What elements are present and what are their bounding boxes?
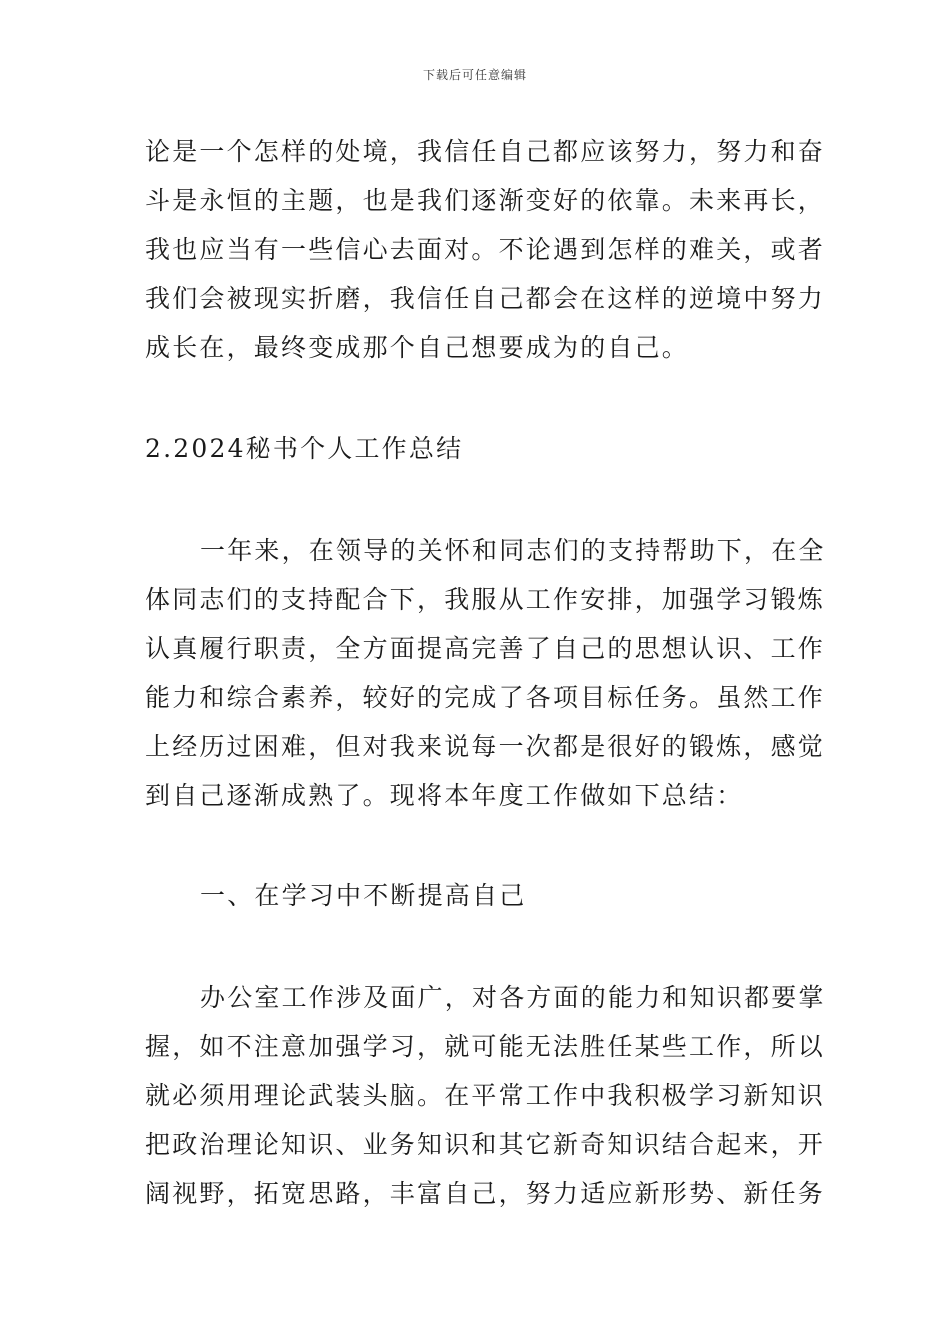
paragraph-line: 一年来，在领导的关怀和同志们的支持帮助下，在全 (200, 536, 826, 565)
paragraph-line: 斗是永恒的主题，也是我们逐渐变好的依靠。未来再长， (145, 186, 826, 215)
paragraph-line: 我们会被现实折磨，我信任自己都会在这样的逆境中努力 (145, 284, 826, 313)
paragraph-line: 把政治理论知识、业务知识和其它新奇知识结合起来，开 (145, 1130, 826, 1159)
paragraph-study (145, 973, 826, 1218)
page-header: 下载后可任意编辑 (422, 68, 527, 82)
paragraph-line: 认真履行职责，全方面提高完善了自己的思想认识、工作 (145, 634, 826, 663)
paragraph-line: 到自己逐渐成熟了。现将本年度工作做如下总结： (145, 781, 744, 810)
subheading: 一、在学习中不断提高自己 (200, 881, 527, 910)
section-title: 2.2024秘书个人工作总结 (145, 434, 464, 463)
section-title-block (145, 424, 810, 473)
paragraph-line: 论是一个怎样的处境，我信任自己都应该努力，努力和奋 (145, 137, 826, 166)
paragraph-line: 阔视野，拓宽思路，丰富自己，努力适应新形势、新任务 (145, 1179, 826, 1208)
paragraph-continuation (145, 127, 826, 372)
paragraph-line: 我也应当有一些信心去面对。不论遇到怎样的难关，或者 (145, 235, 826, 264)
paragraph-intro (145, 526, 826, 820)
paragraph-line: 上经历过困难，但对我来说每一次都是很好的锻炼，感觉 (145, 732, 826, 761)
paragraph-line: 成长在，最终变成那个自己想要成为的自己。 (145, 333, 690, 362)
paragraph-line: 体同志们的支持配合下，我服从工作安排，加强学习锻炼 (145, 585, 826, 614)
paragraph-line: 能力和综合素养，较好的完成了各项目标任务。虽然工作 (145, 683, 826, 712)
paragraph-line: 握，如不注意加强学习，就可能无法胜任某些工作，所以 (145, 1032, 826, 1061)
paragraph-line: 就必须用理论武装头脑。在平常工作中我积极学习新知识 (145, 1081, 826, 1110)
paragraph-line: 办公室工作涉及面广，对各方面的能力和知识都要掌 (200, 983, 826, 1012)
subheading-block (145, 871, 810, 920)
